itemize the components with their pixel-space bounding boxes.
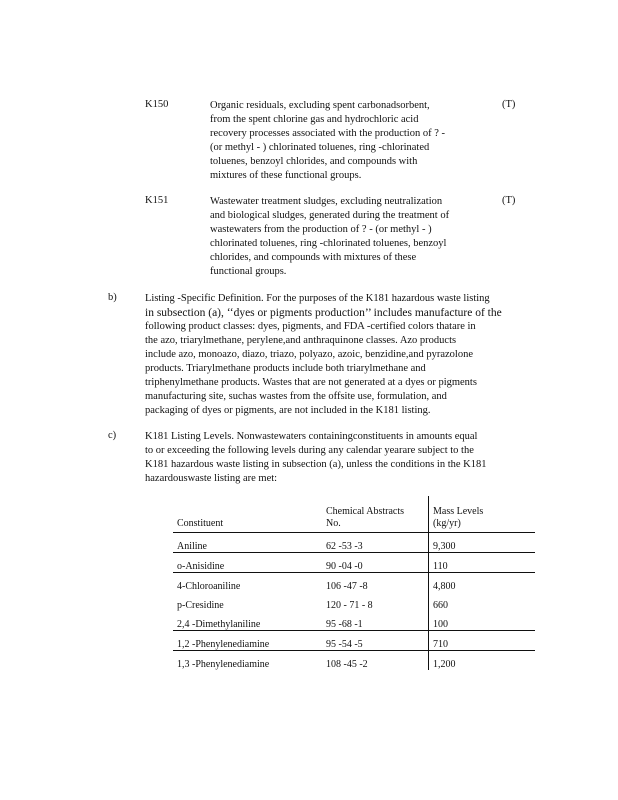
k151-line: functional groups. — [210, 266, 287, 277]
cas-number: 120 - 71 - 8 — [326, 600, 373, 611]
k150-line: toluenes, benzoyl chlorides, and compounds with — [210, 156, 418, 167]
section-b-line: products. Triarylmethane products include both triarylmethane and — [145, 363, 426, 374]
k181-levels-table — [173, 496, 535, 670]
k150-line: recovery processes associated with the production of ? - — [210, 128, 445, 139]
mass-level: 1,200 — [429, 651, 536, 671]
mass-level: 100 — [429, 611, 536, 631]
table-row — [173, 592, 535, 611]
section-b-line: packaging of dyes or pigments, are not included in the K181 listing. — [145, 405, 431, 416]
mass-level: 710 — [429, 631, 536, 651]
section-c-line: K181 Listing Levels. Nonwastewaters containingconstituents in amounts equal — [145, 431, 478, 442]
table-row — [173, 651, 535, 671]
cas-number: 62 -53 -3 — [322, 533, 429, 553]
k151-line: chlorides, and compounds with mixtures of these — [210, 252, 417, 263]
section-b-line: following product classes: dyes, pigments, and FDA -certified colors thatare in — [145, 321, 476, 332]
section-b-line: the azo, triarylmethane, perylene,and anthraquinone classes. Azo products — [145, 335, 457, 346]
header-cas-line2: No. — [326, 518, 341, 529]
cas-number: 95 -54 -5 — [322, 631, 429, 651]
table-row — [173, 573, 535, 593]
hazard-code-k151: (T) — [502, 195, 516, 206]
k150-line: Organic residuals, excluding spent carbonadsorbent, — [210, 100, 430, 111]
header-mass-line1: Mass Levels — [433, 506, 484, 517]
header-mass — [429, 496, 536, 533]
mass-level: 4,800 — [429, 573, 536, 593]
section-c-line: hazardouswaste listing are met: — [145, 473, 278, 484]
cas-number: 106 -47 -8 — [326, 581, 368, 592]
hazard-code-k150: (T) — [502, 99, 516, 110]
section-b-line: Listing -Specific Definition. For the purposes of the K181 hazardous waste listing — [145, 293, 490, 304]
constituent-name: o-Anisidine — [173, 553, 322, 573]
section-c-line: K181 hazardous waste listing in subsection (a), unless the conditions in the K181 — [145, 459, 487, 470]
section-c-marker: c) — [108, 430, 117, 441]
mass-level: 660 — [429, 592, 536, 611]
header-cas-line1: Chemical Abstracts — [326, 506, 405, 517]
cas-number: 90 -04 -0 — [322, 553, 429, 573]
waste-code-k150: K150 — [145, 99, 169, 110]
header-cas — [322, 496, 429, 533]
table-header-row — [173, 496, 535, 533]
table-row — [173, 553, 535, 573]
k151-line: chlorinated toluenes, ring -chlorinated toluenes, benzoyl — [210, 238, 447, 249]
cas-number: 95 -68 -1 — [322, 611, 429, 631]
constituent-name: 4-Chloroaniline — [177, 581, 241, 592]
waste-code-k151: K151 — [145, 195, 169, 206]
constituent-name: Aniline — [173, 533, 322, 553]
constituent-name: 2,4 -Dimethylaniline — [173, 611, 322, 631]
k151-line: wastewaters from the production of ? - (or methyl - ) — [210, 224, 432, 235]
section-b-line: in subsection (a), ‘‘dyes or pigments production’’ includes manufacture of the — [145, 307, 502, 319]
table-row — [173, 631, 535, 651]
mass-level: 9,300 — [429, 533, 536, 553]
section-b-line: manufacturing site, suchas wastes from the offsite use, formulation, and — [145, 391, 447, 402]
table-row — [173, 611, 535, 631]
section-b-line: include azo, monoazo, diazo, triazo, polyazo, azoic, benzidine,and pyrazolone — [145, 349, 473, 360]
k150-line: mixtures of these functional groups. — [210, 170, 362, 181]
cas-number: 108 -45 -2 — [326, 659, 368, 670]
constituent-name: p-Cresidine — [177, 600, 224, 611]
section-c-line: to or exceeding the following levels during any calendar yearare subject to the — [145, 445, 474, 456]
section-b-marker: b) — [108, 292, 117, 303]
k150-line: (or methyl - ) chlorinated toluenes, ring -chlorinated — [210, 142, 430, 153]
k150-line: from the spent chlorine gas and hydrochloric acid — [210, 114, 419, 125]
constituent-name: 1,3 -Phenylenediamine — [177, 659, 270, 670]
table-row — [173, 533, 535, 553]
constituent-name: 1,2 -Phenylenediamine — [173, 631, 322, 651]
section-b-line: triphenylmethane products. Wastes that are not generated at a dyes or pigments — [145, 377, 477, 388]
mass-level: 110 — [429, 553, 536, 573]
header-mass-line2: (kg/yr) — [433, 518, 461, 529]
k151-line: and biological sludges, generated during the treatment of — [210, 210, 450, 221]
k151-line: Wastewater treatment sludges, excluding neutralization — [210, 196, 443, 207]
header-constituent: Constituent — [173, 496, 322, 533]
